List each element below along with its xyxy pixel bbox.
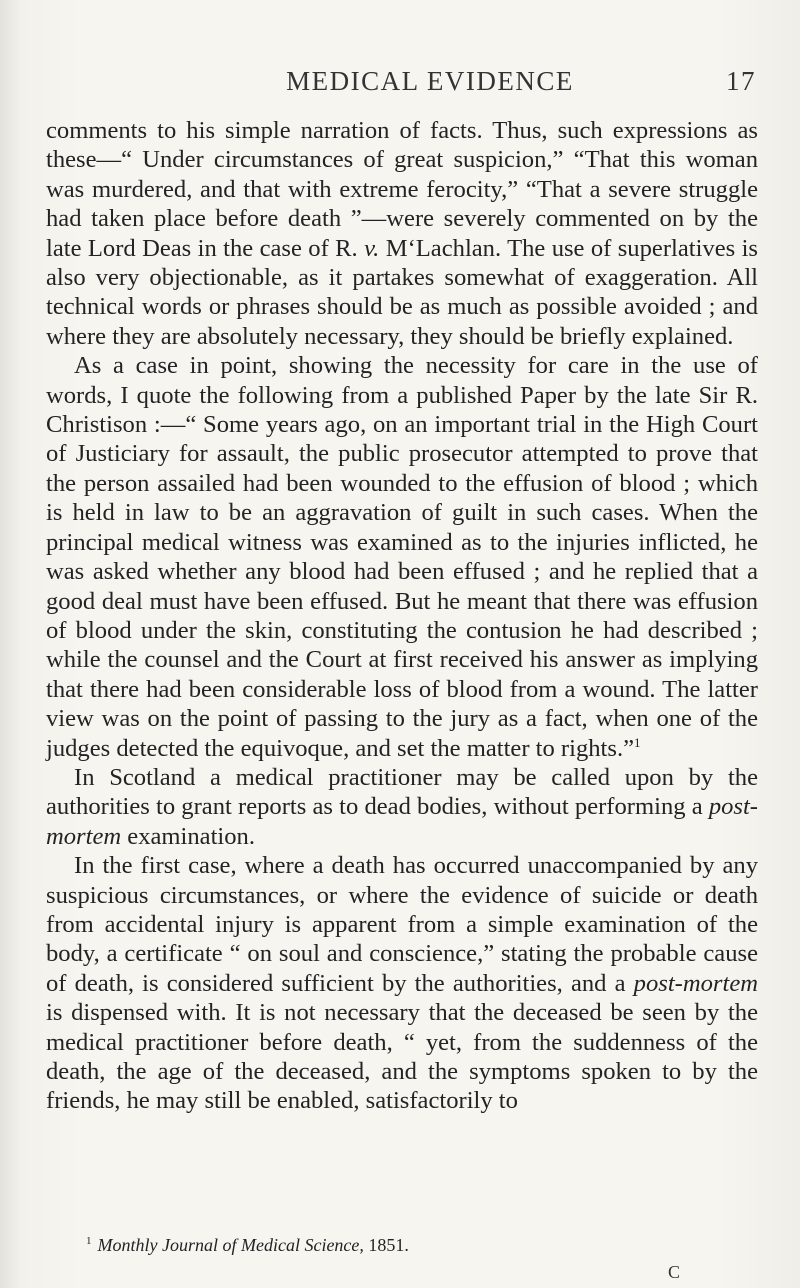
footnote-reference: 1 [634,734,641,750]
paragraph-3-emphasis: post-mortem [46,793,758,850]
paragraph-2 [46,351,758,763]
paragraph-3 [46,763,758,851]
paragraph-1-text-b: M‘Lachlan. The use of superlatives is also very objectionable, as it partakes somewhat of exaggeration. All technical words or phrases should be as much as possible avoided ; and where they are absolutely necessary, they should be briefly explained. [46,234,758,350]
body-text [46,116,758,1116]
paragraph-4-emphasis: post-mortem [633,969,758,997]
paragraph-4-text-a: In the first case, where a death has occurred unaccompanied by any suspicious circumstances, or where the evidence of suicide or death from accidental injury is apparent from a simple examination of the body, a certificate “ on soul and conscience,” stating the probable cause of death, is considered sufficient by the authorities, and a [46,852,758,997]
running-title: MEDICAL EVIDENCE [286,66,574,96]
footnote-year: 1851. [363,1235,409,1255]
paragraph-3-text-a: In Scotland a medical practitioner may be called upon by the authorities to grant reports as to dead bodies, without performing a [46,763,758,821]
paragraph-4 [46,851,758,1116]
footnote-source: Monthly Journal of Medical Science, [97,1235,364,1255]
running-head [104,66,756,100]
paragraph-3-text-b: examination. [121,822,256,850]
paragraph-4-text-b: is dispensed with. It is not necessary that the deceased be seen by the medical practitioner before death, “ yet, from the suddenness of the death, the age of the deceased, and the symptoms spoken to by the friends, he may still be enabled, satisfactorily to [46,999,758,1115]
paragraph-1-text-a: comments to his simple narration of facts. Thus, such expressions as these—“ Under circumstances of great suspicion,” “That this woman was murdered, and that with extreme ferocity,” “That a severe struggle had taken place before death ”—were severely commented on by the late Lord Deas in the case of R. [46,117,758,262]
footnote-mark: 1 [86,1235,92,1247]
gutter-shadow [0,0,22,1288]
signature-mark: C [668,1262,681,1282]
paragraph-1-versus: v. [364,234,380,262]
paragraph-1 [46,116,758,351]
page-number: 17 [726,66,756,96]
footnote [46,1234,758,1256]
paragraph-2-text: As a case in point, showing the necessity for care in the use of words, I quote the following from a published Paper by the late Sir R. Christison :—“ Some years ago, on an important trial in the High Court of Justiciary for assault, the public prosecutor attempted to prove that the person assailed had been wounded to the effusion of blood ; which is held in law to be an aggravation of guilt in such cases. When the principal medical witness was examined as to the injuries inflicted, he was asked whether any blood had been effused ; and he replied that a good deal must have been effused. But he meant that there was effusion of blood under the skin, constituting the contusion he had described ; while the counsel and the Court at first received his answer as implying that there had been considerable loss of blood from a wound. The latter view was on the point of passing to the jury as a fact, when one of the judges detected the equivoque, and set the matter to rights.” [46,352,758,762]
